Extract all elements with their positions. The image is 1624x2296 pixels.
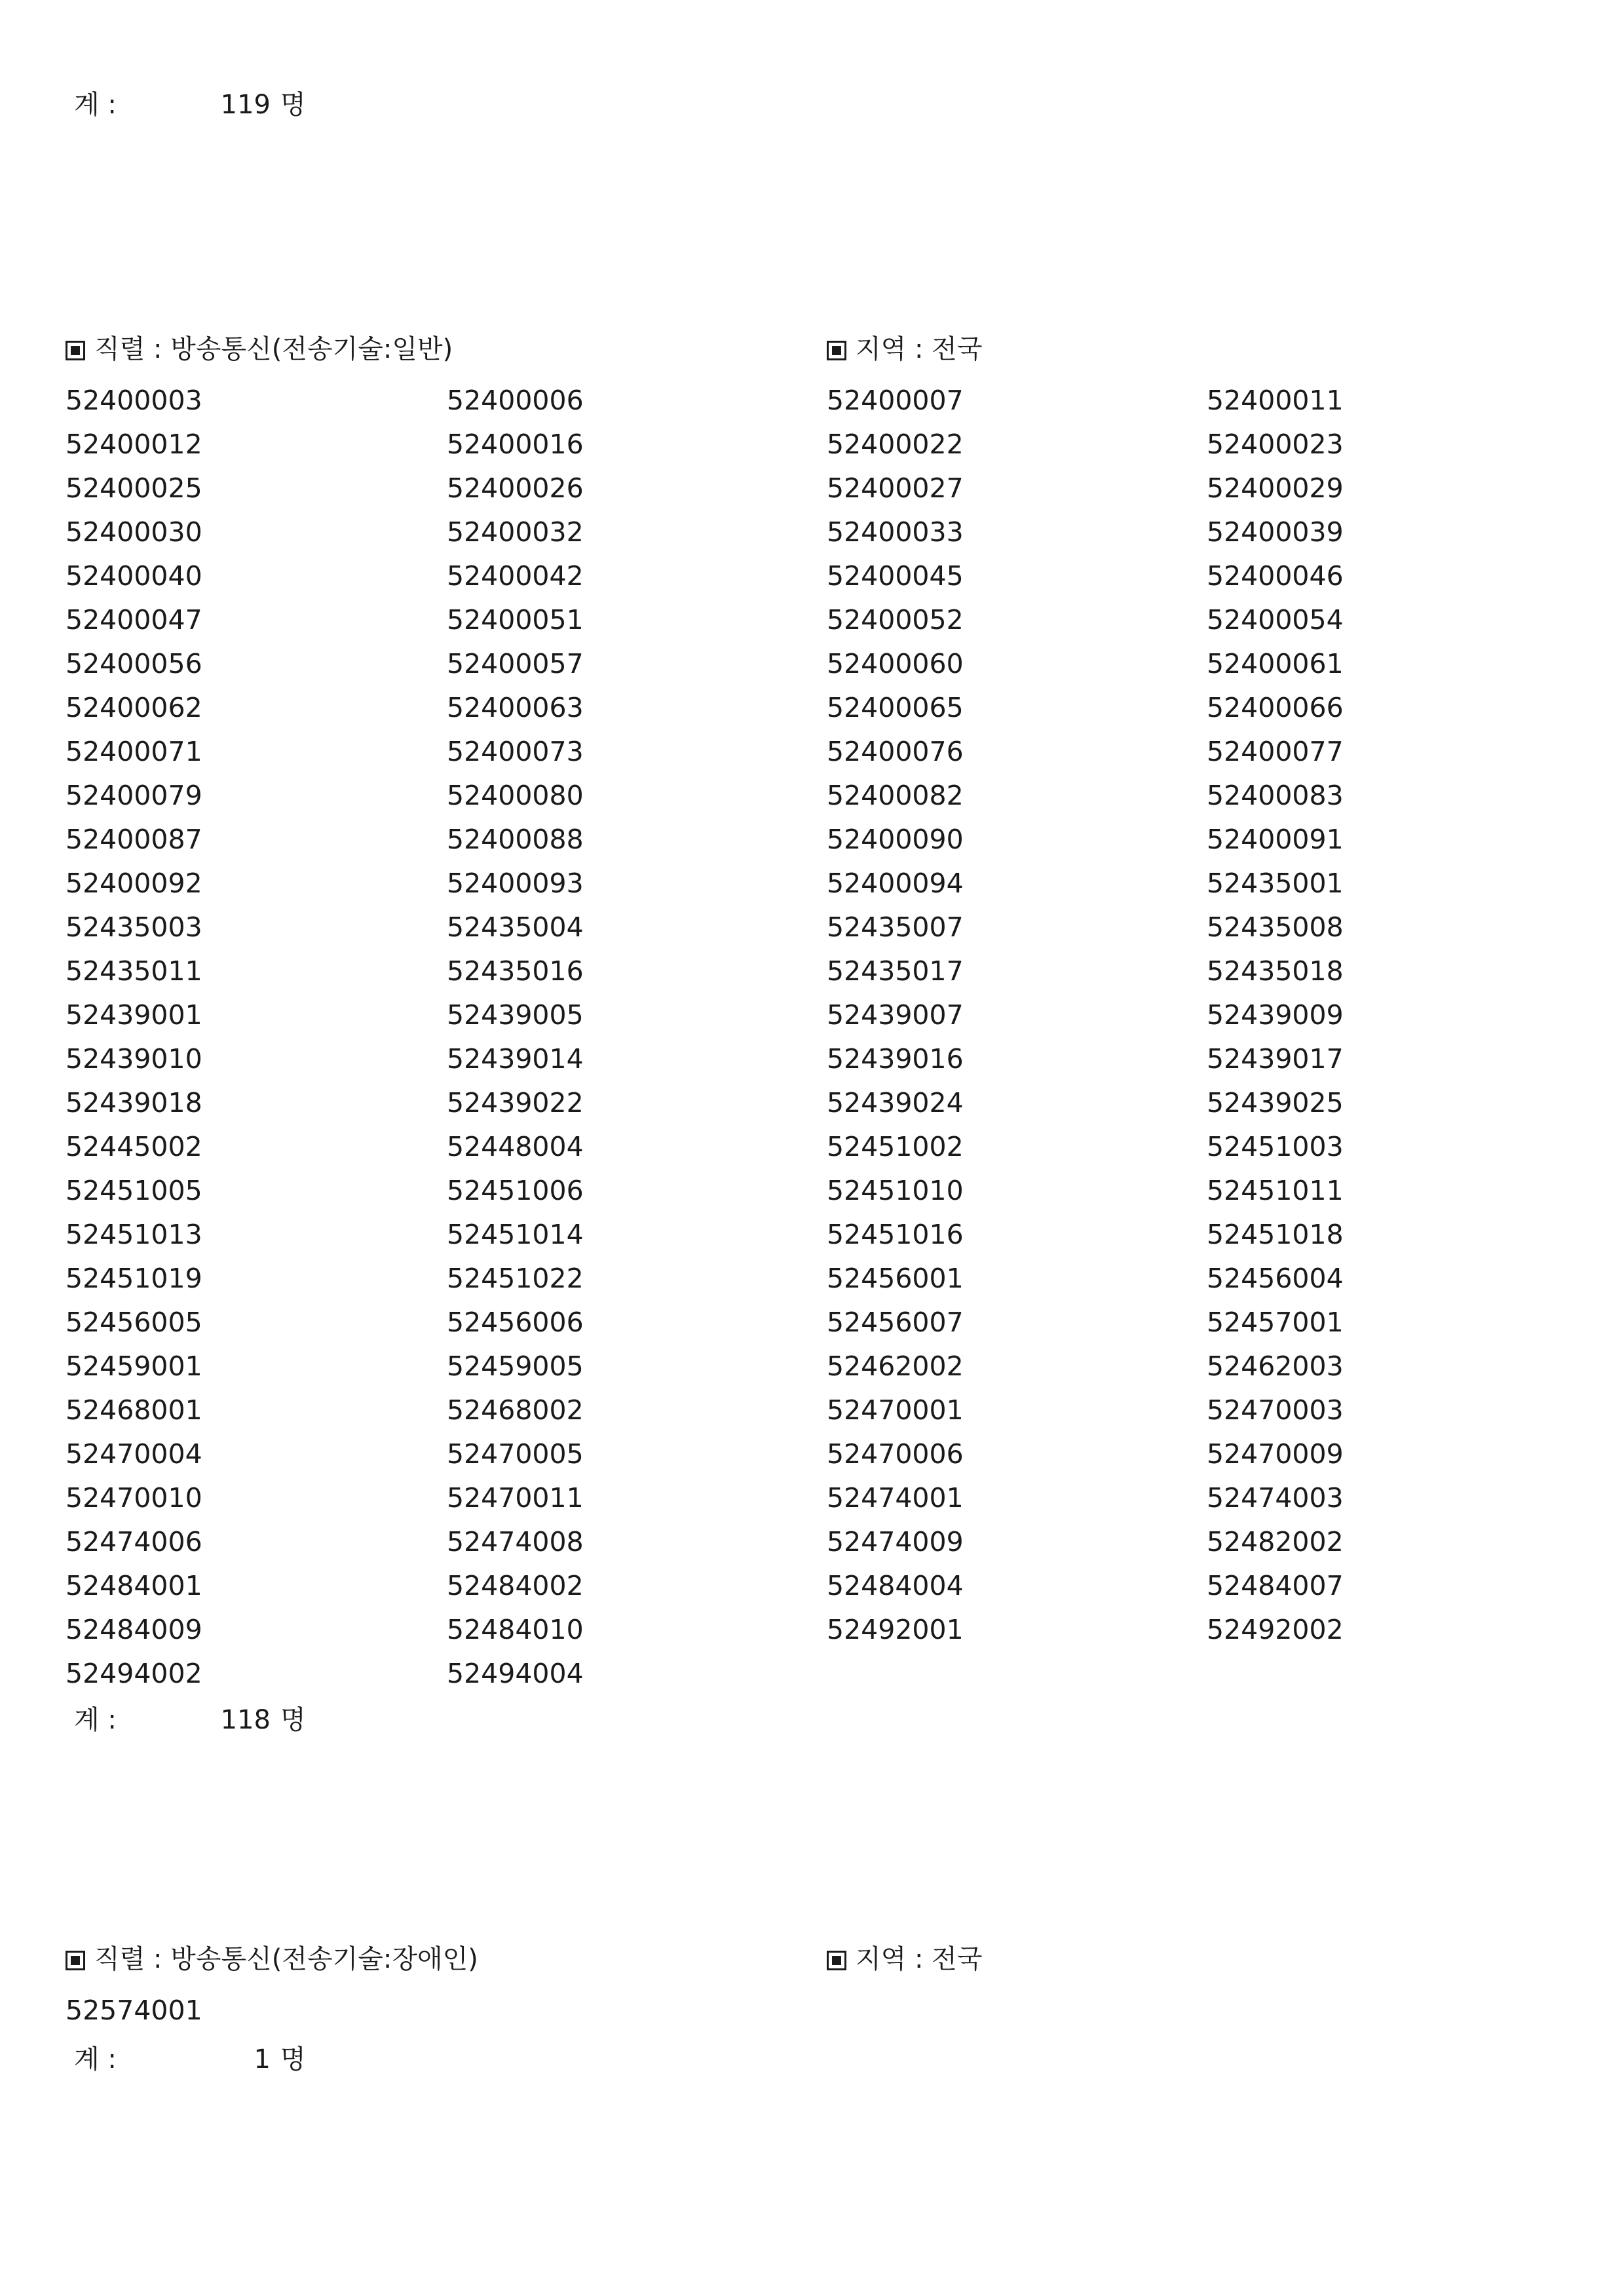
exam-number: 52435001 [1207, 868, 1344, 899]
section-2-job-label: 직렬 : 방송통신(전송기술:장애인) [94, 1944, 478, 1974]
section-2-number-grid [66, 1989, 1533, 2033]
total-count: 1 [254, 2044, 271, 2075]
exam-number: 52439025 [1207, 1087, 1344, 1119]
exam-number: 52435017 [827, 955, 964, 987]
exam-number: 52459001 [66, 1350, 202, 1382]
exam-number: 52400039 [1207, 516, 1344, 548]
exam-number: 52400088 [447, 824, 584, 855]
exam-number: 52400022 [827, 429, 964, 460]
square-bullet-icon [827, 341, 846, 360]
exam-number: 52484004 [827, 1570, 964, 1601]
exam-number: 52435003 [66, 911, 202, 943]
exam-number: 52439001 [66, 999, 202, 1031]
exam-number: 52400045 [827, 560, 964, 592]
total-unit: 명 [280, 90, 306, 120]
exam-number: 52439005 [447, 999, 584, 1031]
exam-number: 52474009 [827, 1526, 964, 1558]
exam-number: 52494004 [447, 1658, 584, 1689]
section-2-region-label: 지역 : 전국 [856, 1944, 983, 1974]
exam-number: 52482002 [1207, 1526, 1344, 1558]
square-bullet-icon [66, 341, 85, 360]
exam-number: 52470009 [1207, 1438, 1344, 1470]
exam-number: 52448004 [447, 1131, 584, 1162]
exam-number: 52470006 [827, 1438, 964, 1470]
exam-number: 52462002 [827, 1350, 964, 1382]
exam-number: 52400040 [66, 560, 202, 592]
exam-number: 52468001 [66, 1394, 202, 1426]
exam-number: 52400046 [1207, 560, 1344, 592]
exam-number: 52400057 [447, 648, 584, 679]
exam-number: 52470003 [1207, 1394, 1344, 1426]
exam-number: 52400091 [1207, 824, 1344, 855]
exam-number: 52439016 [827, 1043, 964, 1075]
exam-number: 52400093 [447, 868, 584, 899]
total-label: 계 : [74, 1705, 117, 1735]
exam-number: 52456007 [827, 1307, 964, 1338]
exam-number: 52439007 [827, 999, 964, 1031]
exam-number: 52400082 [827, 780, 964, 811]
square-bullet-icon [66, 1951, 85, 1970]
exam-number: 52474008 [447, 1526, 584, 1558]
exam-number: 52400030 [66, 516, 202, 548]
exam-number: 52400062 [66, 692, 202, 723]
total-label: 계 : [74, 90, 117, 120]
exam-number: 52459005 [447, 1350, 584, 1382]
exam-number: 52435011 [66, 955, 202, 987]
exam-number: 52451010 [827, 1175, 964, 1206]
exam-number: 52484010 [447, 1614, 584, 1645]
exam-number: 52474006 [66, 1526, 202, 1558]
exam-number: 52468002 [447, 1394, 584, 1426]
exam-number: 52400011 [1207, 385, 1344, 416]
exam-number: 52451013 [66, 1219, 202, 1250]
exam-number: 52400080 [447, 780, 584, 811]
exam-number: 52439022 [447, 1087, 584, 1119]
section-1-number-grid [66, 379, 1533, 1696]
exam-number: 52451014 [447, 1219, 584, 1250]
exam-number: 52400061 [1207, 648, 1344, 679]
exam-number: 52435016 [447, 955, 584, 987]
exam-number: 52400033 [827, 516, 964, 548]
exam-number: 52439010 [66, 1043, 202, 1075]
exam-number: 52462003 [1207, 1350, 1344, 1382]
exam-number: 52445002 [66, 1131, 202, 1162]
exam-number: 52400051 [447, 604, 584, 636]
exam-number: 52470005 [447, 1438, 584, 1470]
total-unit: 명 [280, 1705, 306, 1735]
exam-number: 52451005 [66, 1175, 202, 1206]
section-1-region-header [827, 330, 982, 369]
exam-number: 52470011 [447, 1482, 584, 1514]
section-2-region-header [827, 1940, 982, 1979]
total-count: 118 [220, 1705, 271, 1735]
exam-number: 52400079 [66, 780, 202, 811]
exam-number: 52400087 [66, 824, 202, 855]
exam-number: 52456001 [827, 1263, 964, 1294]
section-1-job-header [66, 330, 453, 369]
exam-number: 52400047 [66, 604, 202, 636]
exam-number: 52470001 [827, 1394, 964, 1426]
exam-number: 52400012 [66, 429, 202, 460]
exam-number: 52435018 [1207, 955, 1344, 987]
exam-number: 52456004 [1207, 1263, 1344, 1294]
exam-number: 52400065 [827, 692, 964, 723]
exam-number: 52400071 [66, 736, 202, 767]
exam-number: 52400026 [447, 472, 584, 504]
exam-number: 52400023 [1207, 429, 1344, 460]
exam-number: 52435004 [447, 911, 584, 943]
exam-number: 52400077 [1207, 736, 1344, 767]
section-1-region-label: 지역 : 전국 [856, 334, 983, 364]
exam-number: 52451019 [66, 1263, 202, 1294]
exam-number: 52400029 [1207, 472, 1344, 504]
exam-number: 52439014 [447, 1043, 584, 1075]
exam-number: 52451022 [447, 1263, 584, 1294]
exam-number: 52439024 [827, 1087, 964, 1119]
exam-number: 52400006 [447, 385, 584, 416]
exam-number: 52400090 [827, 824, 964, 855]
exam-number: 52484009 [66, 1614, 202, 1645]
exam-number: 52484001 [66, 1570, 202, 1601]
exam-number: 52439009 [1207, 999, 1344, 1031]
exam-number: 52400025 [66, 472, 202, 504]
exam-number: 52435007 [827, 911, 964, 943]
exam-number: 52400007 [827, 385, 964, 416]
exam-number: 52484007 [1207, 1570, 1344, 1601]
exam-number: 52400054 [1207, 604, 1344, 636]
exam-number: 52492002 [1207, 1614, 1344, 1645]
exam-number: 52451003 [1207, 1131, 1344, 1162]
exam-number: 52451016 [827, 1219, 964, 1250]
section-2-job-header [66, 1940, 478, 1979]
exam-number: 52400073 [447, 736, 584, 767]
exam-number: 52470004 [66, 1438, 202, 1470]
total-label: 계 : [74, 2044, 117, 2075]
exam-number: 52457001 [1207, 1307, 1344, 1338]
exam-number: 52456005 [66, 1307, 202, 1338]
exam-number: 52400066 [1207, 692, 1344, 723]
exam-number: 52400056 [66, 648, 202, 679]
exam-number: 52494002 [66, 1658, 202, 1689]
exam-number: 52435008 [1207, 911, 1344, 943]
exam-number: 52451011 [1207, 1175, 1344, 1206]
section-1-job-label: 직렬 : 방송통신(전송기술:일반) [94, 334, 453, 364]
total-count: 119 [220, 90, 271, 120]
exam-number: 52451006 [447, 1175, 584, 1206]
exam-number: 52474001 [827, 1482, 964, 1514]
exam-number: 52400063 [447, 692, 584, 723]
exam-number: 52400076 [827, 736, 964, 767]
exam-number: 52439017 [1207, 1043, 1344, 1075]
exam-number: 52451018 [1207, 1219, 1344, 1250]
exam-number: 52400042 [447, 560, 584, 592]
exam-number: 52400060 [827, 648, 964, 679]
exam-number: 52400052 [827, 604, 964, 636]
exam-number: 52400027 [827, 472, 964, 504]
exam-number: 52451002 [827, 1131, 964, 1162]
exam-number: 52456006 [447, 1307, 584, 1338]
exam-number: 52474003 [1207, 1482, 1344, 1514]
square-bullet-icon [827, 1951, 846, 1970]
exam-number: 52470010 [66, 1482, 202, 1514]
total-unit: 명 [280, 2044, 306, 2075]
exam-number: 52574001 [66, 1995, 202, 2026]
exam-number: 52439018 [66, 1087, 202, 1119]
exam-number: 52400094 [827, 868, 964, 899]
exam-number: 52400003 [66, 385, 202, 416]
exam-number: 52492001 [827, 1614, 964, 1645]
exam-number: 52400032 [447, 516, 584, 548]
exam-number: 52400083 [1207, 780, 1344, 811]
exam-number: 52484002 [447, 1570, 584, 1601]
exam-number: 52400092 [66, 868, 202, 899]
exam-number: 52400016 [447, 429, 584, 460]
